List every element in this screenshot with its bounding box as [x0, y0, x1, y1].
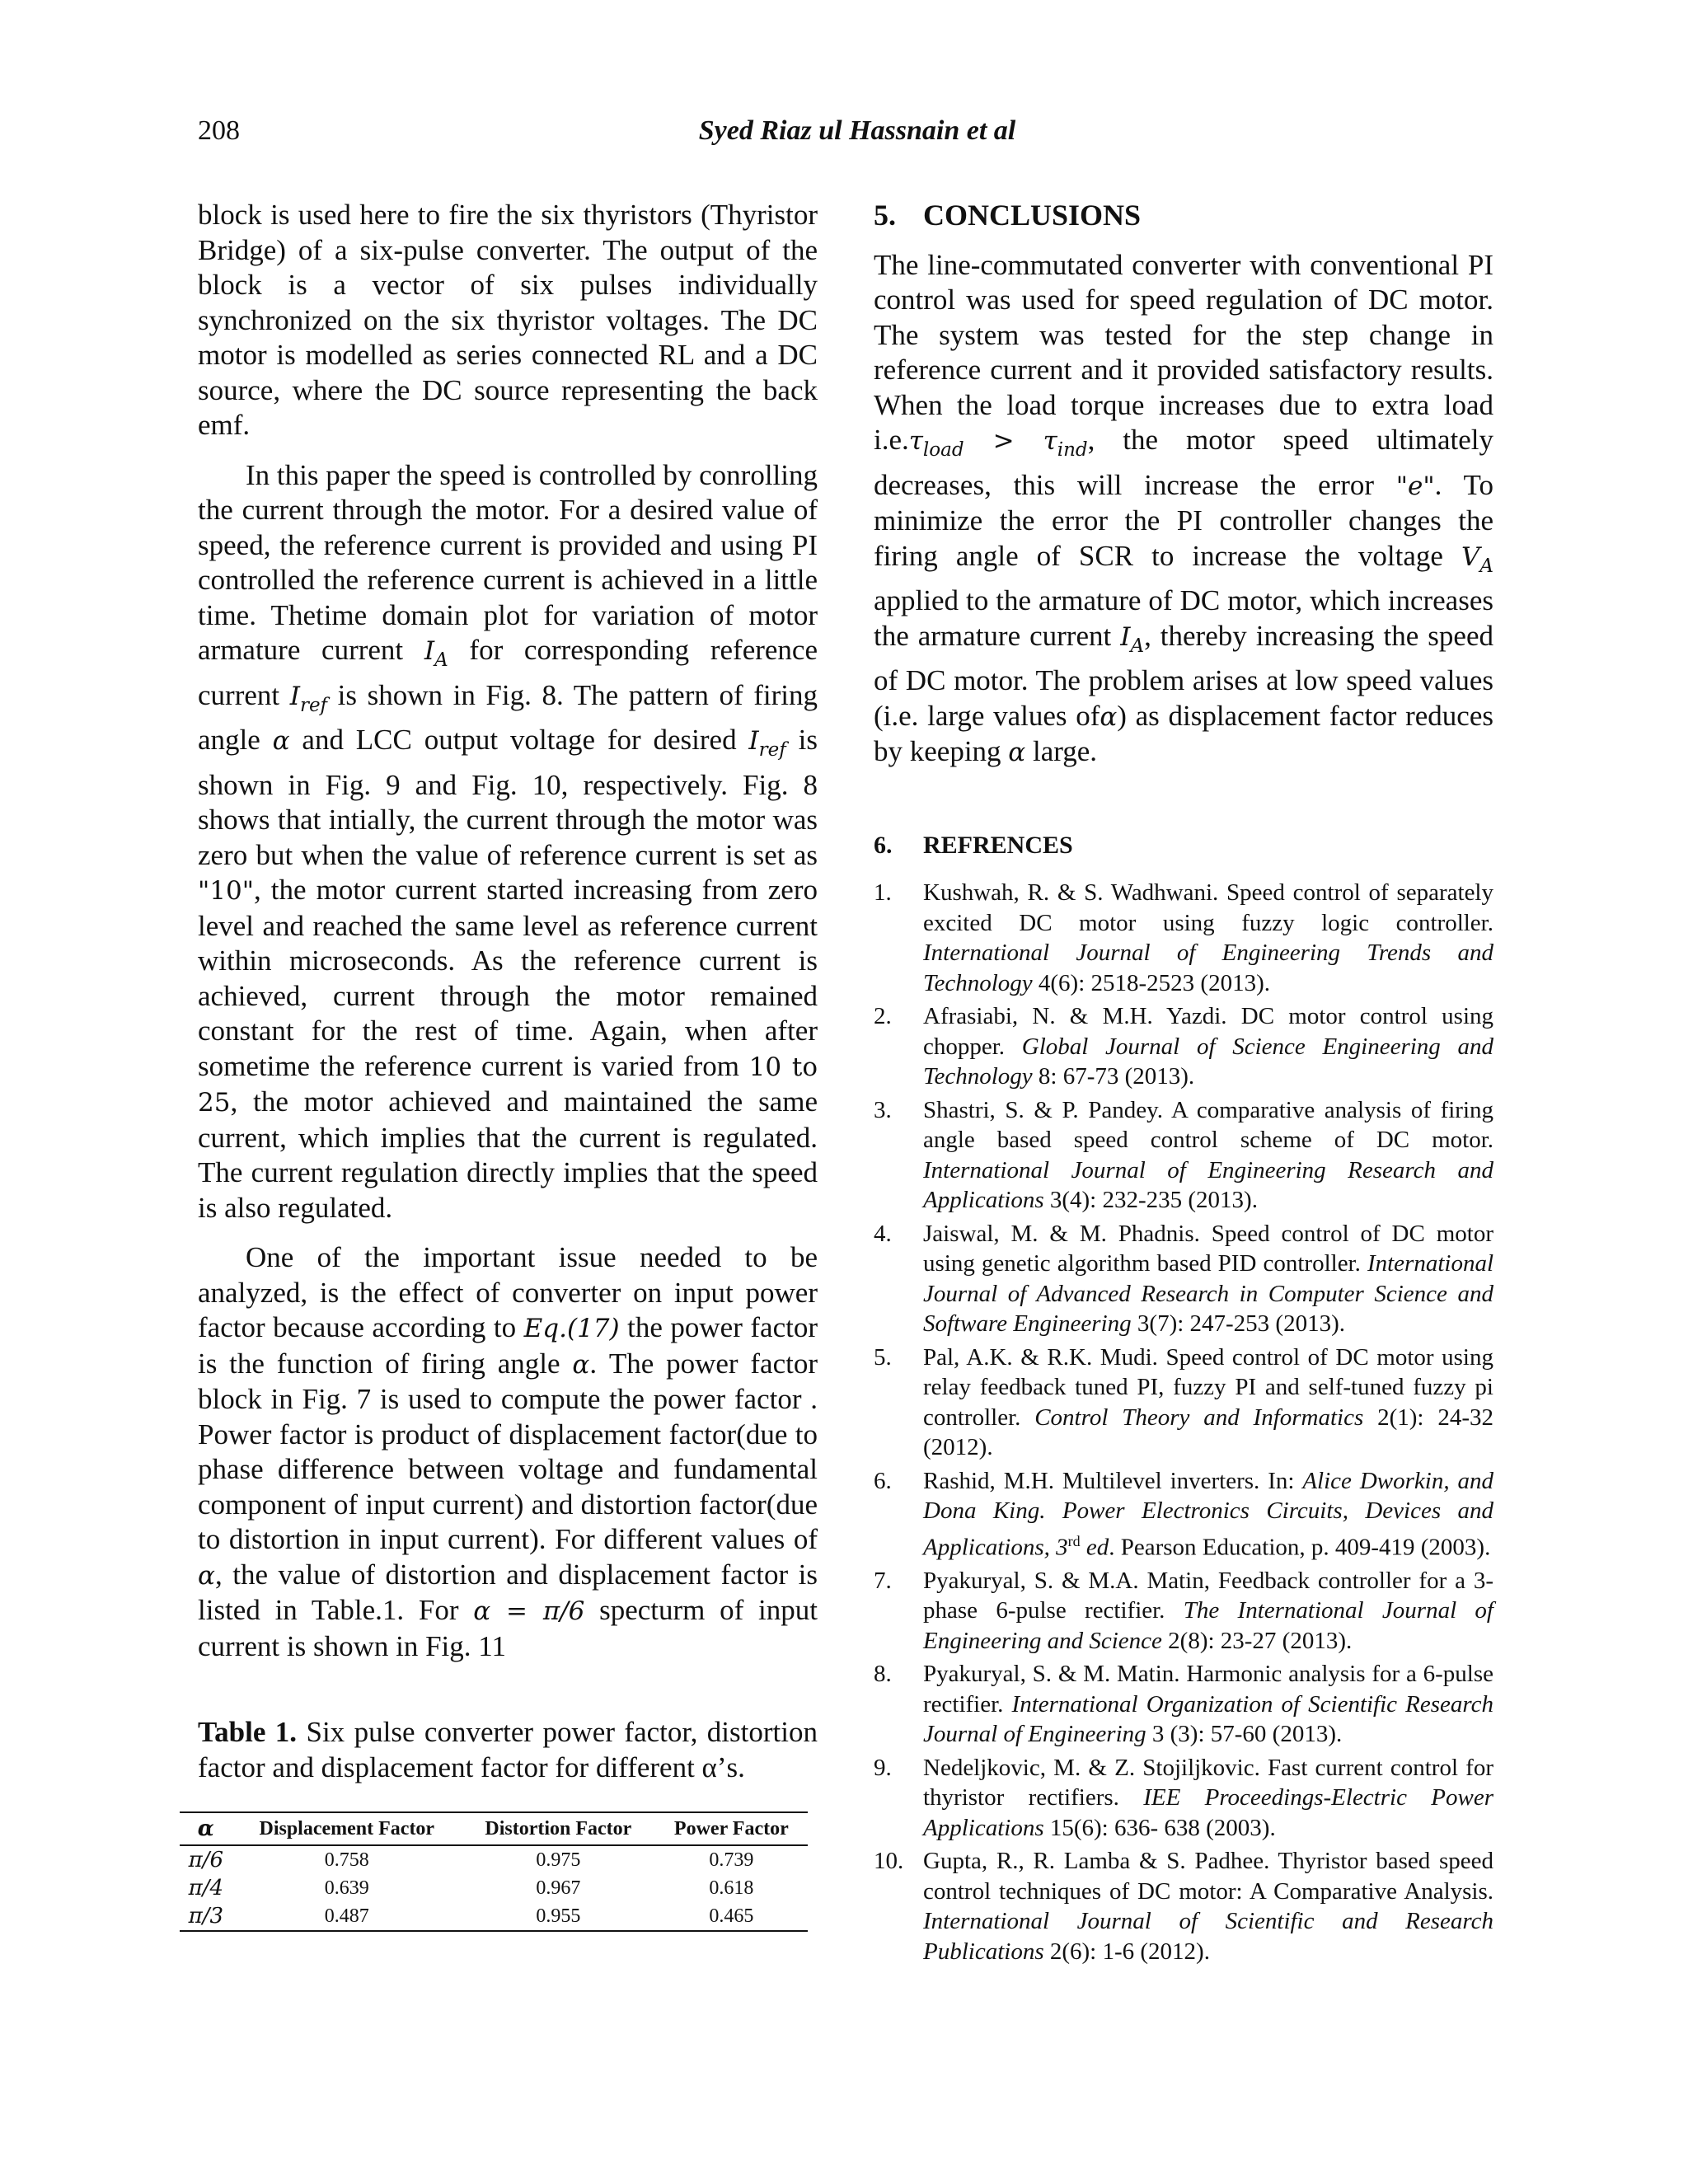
text-run: . The power factor block in Fig. 7 is used to compute the power factor . Power factor is product of displacement factor(due to phase difference between voltage and fundamental component of input current) and distortion factor(due to distortion in input current). For different values of	[198, 1347, 818, 1555]
math-alpha: α	[572, 1349, 590, 1380]
reference-number: 1.	[874, 879, 892, 906]
header-distortion: Distortion Factor	[462, 1812, 655, 1845]
conclusions-paragraph	[874, 248, 1493, 771]
text-run: ) as displacement factor reduces by keeping	[874, 699, 1493, 767]
math-alpha: α	[1100, 701, 1118, 732]
text-run: . To minimize the error the PI controller changes the firing angle of SCR to increase the voltage	[874, 468, 1493, 572]
reference-number: 4.	[874, 1220, 892, 1247]
reference-journal-edition: ed	[1080, 1534, 1109, 1561]
right-column	[874, 198, 1493, 1970]
reference-journal: International Journal of Scientific and Research Publications	[923, 1908, 1493, 1965]
reference-details: 3(7): 247-253 (2013).	[1131, 1310, 1345, 1337]
math-current: I	[289, 681, 300, 711]
reference-text: Gupta, R., R. Lamba & S. Padhee. Thyristor based speed control techniques of DC motor: A Comparative Analysis.	[923, 1848, 1493, 1905]
reference-list	[874, 878, 1493, 1966]
math-range: 10 to 25	[198, 1052, 818, 1118]
math-equation-ref: Eq.(17)	[523, 1314, 620, 1343]
reference-item	[874, 1753, 1493, 1844]
math-subscript: ref	[758, 739, 786, 761]
reference-details: 2(6): 1-6 (2012).	[1043, 1938, 1210, 1965]
math-tau: τ	[908, 426, 923, 456]
text-run: and LCC output voltage for desired	[289, 724, 749, 756]
cell-alpha: π/6	[188, 1848, 223, 1872]
reference-details: 15(6): 636- 638 (2003).	[1043, 1814, 1276, 1841]
reference-number: 8.	[874, 1661, 892, 1688]
section-title: REFRENCES	[923, 831, 1073, 859]
running-head: Syed Riaz ul Hassnain et al	[698, 115, 1016, 146]
math-alpha: α	[1008, 738, 1026, 767]
math-subscript: ref	[299, 694, 328, 716]
reference-details: 3(4): 232-235 (2013).	[1043, 1187, 1258, 1213]
table-row	[180, 1902, 808, 1931]
cell-power: 0.465	[655, 1902, 808, 1931]
reference-journal: The International Journal of Engineering and Science	[923, 1597, 1493, 1654]
reference-item	[874, 1659, 1493, 1750]
math-subscript: A	[434, 649, 448, 671]
body-paragraph-2	[198, 458, 818, 1226]
math-subscript: load	[922, 439, 964, 461]
cell-alpha: π/4	[188, 1876, 223, 1900]
math-value: "10"	[198, 876, 254, 906]
reference-item	[874, 1466, 1493, 1563]
left-column	[188, 198, 818, 1932]
reference-superscript: rd	[1067, 1532, 1081, 1549]
reference-journal: International Organization of Scientific Research Journal of Engineering	[923, 1690, 1493, 1748]
cell-distortion: 0.955	[462, 1902, 655, 1931]
reference-item	[874, 1219, 1493, 1339]
references-heading	[874, 828, 1493, 864]
math-alpha-equals: α = π/6	[473, 1596, 585, 1626]
reference-journal: Alice Dworkin, and Dona King. Power Electronics Circuits, Devices and Applications, 3	[923, 1467, 1493, 1561]
text-run: , thereby increasing the speed of DC motor. The problem arises at low speed values (i.e. large values of	[874, 619, 1493, 732]
reference-text: Pyakuryal, S. & M. Matin. Harmonic analysis for a 6-pulse rectifier.	[923, 1661, 1493, 1718]
power-factor-table	[180, 1811, 808, 1932]
table-header-row	[180, 1812, 808, 1845]
math-current: I	[748, 726, 759, 756]
header-power: Power Factor	[655, 1812, 808, 1845]
text-run: large.	[1025, 735, 1098, 767]
header-alpha: α	[180, 1812, 232, 1845]
reference-item	[874, 1343, 1493, 1463]
text-run: applied to the armature of DC motor, which increases the armature current	[874, 584, 1493, 652]
reference-journal: International Journal of Engineering Research and Applications	[923, 1156, 1493, 1213]
reference-text: Pal, A.K. & R.K. Mudi. Speed control of DC motor using relay feedback tuned PI, fuzzy PI and self-tuned fuzzy pi controller.	[923, 1343, 1493, 1431]
math-subscript: ind	[1057, 439, 1088, 461]
table-row	[180, 1845, 808, 1874]
reference-text: Kushwah, R. & S. Wadhwani. Speed control of separately excited DC motor using fuzzy logic controller.	[923, 879, 1493, 936]
text-run: , the motor achieved and maintained the same current, which implies that the current is regulated. The current regulation directly implies that the speed is also regulated.	[198, 1085, 818, 1224]
reference-item	[874, 1566, 1493, 1657]
reference-number: 2.	[874, 1003, 892, 1029]
cell-displacement: 0.487	[232, 1902, 462, 1931]
text-run: , the value of distortion and displacement factor is listed in Table.1. For	[198, 1558, 818, 1626]
reference-details: 2(1): 24-32 (2012).	[923, 1404, 1493, 1460]
section-title: CONCLUSIONS	[923, 199, 1142, 232]
reference-details: 3 (3): 57-60 (2013).	[1146, 1721, 1343, 1748]
cell-distortion: 0.967	[536, 1877, 581, 1899]
reference-number: 5.	[874, 1343, 892, 1371]
reference-journal: International Journal of Engineering Trends and Technology	[923, 940, 1493, 996]
reference-text: Pyakuryal, S. & M.A. Matin, Feedback controller for a 3-phase 6-pulse rectifier.	[923, 1567, 1493, 1624]
math-current: I	[424, 636, 435, 666]
section-number: 5.	[874, 199, 896, 232]
page-number: 208	[198, 115, 240, 146]
reference-number: 9.	[874, 1754, 892, 1781]
reference-number: 10.	[874, 1848, 904, 1875]
reference-text: Nedeljkovic, M. & Z. Stojiljkovic. Fast current control for thyristor rectifiers.	[923, 1754, 1493, 1811]
cell-displacement: 0.758	[324, 1849, 369, 1871]
table-caption-text: Six pulse converter power factor, distortion factor and displacement factor for different α’s.	[198, 1716, 818, 1783]
math-error: "e"	[1395, 471, 1435, 501]
cell-alpha: π/3	[180, 1902, 232, 1931]
math-alpha: α	[272, 726, 290, 756]
reference-item	[874, 1095, 1493, 1216]
table-row	[180, 1874, 808, 1902]
reference-text: Afrasiabi, N. & M.H. Yazdi. DC motor control using chopper.	[923, 1003, 1493, 1060]
text-run: In this paper the speed is controlled by conrolling the current through the motor. For a desired value of speed, the reference current is provided and using PI controlled the reference current is achieved in a little time. Thetime domain plot for variation of motor armature current	[198, 458, 818, 666]
reference-details: 8: 67-73 (2013).	[1032, 1063, 1195, 1090]
text-run: specturm of input current is shown in Fig. 11	[198, 1594, 818, 1662]
reference-item	[874, 878, 1493, 998]
table-caption-label: Table 1.	[198, 1716, 298, 1748]
math-tau: τ	[1043, 426, 1057, 456]
reference-item	[874, 1846, 1493, 1966]
reference-number: 6.	[874, 1467, 892, 1494]
reference-number: 3.	[874, 1096, 892, 1123]
reference-details: 4(6): 2518-2523 (2013).	[1032, 969, 1270, 996]
cell-power: 0.618	[709, 1877, 754, 1899]
text-run: The line-commutated converter with conventional PI control was used for speed regulation of DC motor. The system was tested for the step change in reference current and it provided satisfactory results. When the load torque increases due to extra load i.e.	[874, 248, 1493, 456]
reference-journal: Control Theory and Informatics	[1034, 1404, 1364, 1431]
math-subscript: A	[1130, 635, 1145, 657]
text-run: , the motor speed ultimately decreases, this will increase the error	[874, 424, 1494, 501]
text-run: is shown in Fig. 8. The pattern of firing angle	[198, 678, 818, 756]
section-number: 6.	[874, 831, 893, 859]
body-paragraph-3	[198, 1240, 818, 1664]
page-header	[198, 115, 1517, 157]
math-alpha: α	[198, 1560, 215, 1591]
text-run: , the motor current started increasing from zero level and reached the same level as reference current within microseconds. As the reference current is achieved, current through the motor remained constant for the rest of time. Again, when after sometime the reference current is varied from	[198, 874, 818, 1082]
reference-journal: IEE Proceedings-Electric Power Applications	[923, 1784, 1493, 1841]
math-operator: >	[964, 426, 1043, 456]
reference-text: Rashid, M.H. Multilevel inverters. In:	[923, 1467, 1303, 1494]
cell-displacement: 0.639	[324, 1877, 369, 1899]
math-subscript: A	[1479, 555, 1493, 577]
reference-journal: Global Journal of Science Engineering and Technology	[923, 1033, 1493, 1090]
text-run: One of the important issue needed to be analyzed, is the effect of converter on input power factor because according to	[198, 1241, 818, 1343]
table-caption	[198, 1715, 818, 1785]
reference-details: . Pearson Education, p. 409-419 (2003).	[1109, 1534, 1491, 1561]
reference-journal: International Journal of Advanced Research in Computer Science and Software Engineering	[923, 1250, 1493, 1337]
text-run: is shown in Fig. 9 and Fig. 10, respectively. Fig. 8 shows that intially, the current through the motor was zero but when the value of reference current is set as	[198, 724, 818, 871]
reference-text: Shastri, S. & P. Pandey. A comparative analysis of firing angle based speed control scheme of DC motor.	[923, 1096, 1493, 1153]
reference-item	[874, 1001, 1493, 1092]
reference-text: Jaiswal, M. & M. Phadnis. Speed control of DC motor using genetic algorithm based PID controller.	[923, 1220, 1493, 1277]
conclusions-heading	[874, 198, 1493, 233]
reference-details: 2(8): 23-27 (2013).	[1161, 1627, 1353, 1654]
cell-distortion: 0.975	[536, 1849, 581, 1871]
math-voltage: V	[1461, 541, 1480, 572]
math-current: I	[1120, 621, 1131, 652]
text-run: for corresponding reference current	[198, 634, 818, 711]
text-run: the power factor is the function of firing angle	[198, 1311, 818, 1380]
cell-power: 0.739	[709, 1849, 754, 1871]
reference-number: 7.	[874, 1567, 892, 1594]
header-displacement: Displacement Factor	[232, 1812, 462, 1845]
body-paragraph-1: block is used here to fire the six thyristors (Thyristor Bridge) of a six-pulse converter. The output of the block is a vector of six pulses individually synchronized on the six thyristor voltages. The DC motor is modelled as series connected RL and a DC source, where the DC source representing the back emf.	[198, 199, 818, 441]
